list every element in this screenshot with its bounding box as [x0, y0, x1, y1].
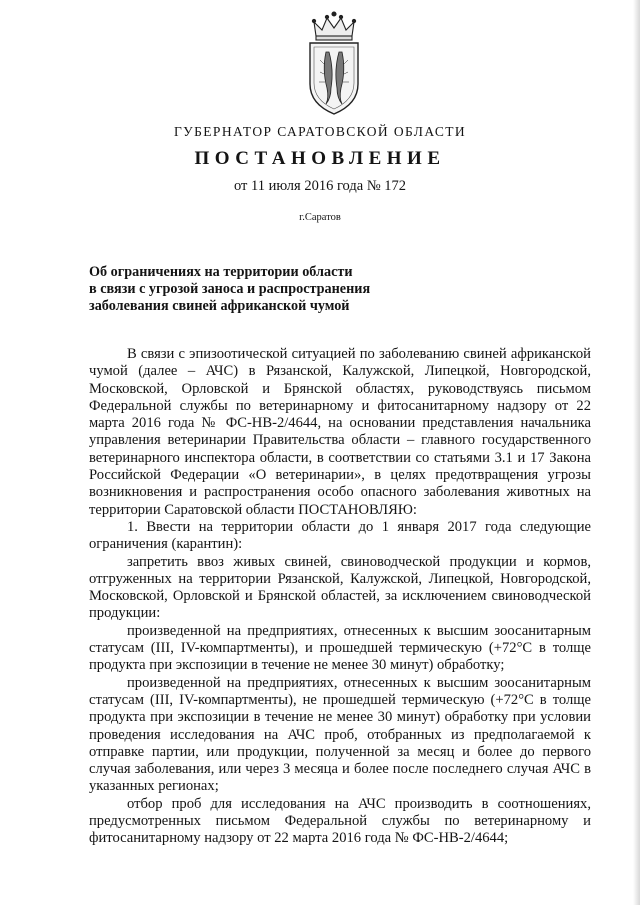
prohibition-paragraph: запретить ввоз живых свиней, свиноводческой продукции и кормов, отгруженных на территории Рязанской, Калужской, Липецкой, Новгородской, Московской, Орловской и Брянской областей, за исключением свиноводческой продукции:	[89, 553, 591, 622]
subject-line: в связи с угрозой заноса и распространения	[89, 281, 371, 297]
item-1-paragraph: 1. Ввести на территории области до 1 января 2017 года следующие ограничения (карантин):	[89, 518, 591, 553]
document-subject	[89, 264, 370, 315]
issuing-authority: ГУБЕРНАТОР САРАТОВСКОЙ ОБЛАСТИ	[173, 124, 467, 139]
coat-of-arms-icon	[296, 10, 372, 122]
subject-line: Об ограничениях на территории области	[89, 264, 353, 280]
exception-1-paragraph: произведенной на предприятиях, отнесенных к высшим зоосанитарным статусам (III, IV-компартменты), и прошедшей термическую (+72°С в толще продукта при экспозиции в течение не менее 30 минут) обработку;	[89, 622, 591, 674]
scan-edge-shadow	[633, 0, 640, 905]
document-body	[89, 346, 591, 848]
document-date-number: от 11 июля 2016 года № 172	[233, 178, 407, 194]
sampling-paragraph: отбор проб для исследования на АЧС производить в соотношениях, предусмотренных письмом Федеральной службы по ветеринарному и фитосанитарному надзору от 22 марта 2016 года № ФС-НВ-2/4644;	[89, 795, 591, 847]
preamble-paragraph: В связи с эпизоотической ситуацией по заболеванию свиней африканской чумой (далее – АЧС) в Рязанской, Калужской, Липецкой, Новгородской, Московской, Орловской и Брянской областях, руководствуясь письмом Федеральной службы по ветеринарному и фитосанитарному надзору от 22 марта 2016 года № ФС-НВ-2/4644, на основании представления начальника управления ветеринарии Правительства области – главного государственного ветеринарного инспектора области, в соответствии со статьями 3.1 и 17 Закона Российской Федерации «О ветеринарии», в целях предотвращения угрозы возникновения и распространения особо опасного заболевания животных на территории Саратовской области ПОСТАНОВЛЯЮ:	[89, 346, 591, 518]
exception-2-paragraph: произведенной на предприятиях, отнесенных к высшим зоосанитарным статусам (III, IV-компартменты), не прошедшей термическую (+72°С в толще продукта при экспозиции в течение не менее 30 минут) обработку при условии проведения исследования на АЧС проб, отобранных из предполагаемой к отправке партии, или продукции, полученной за месяц и более до первого случая заболевания, или через 3 месяца и более после последнего случая АЧС в указанных регионах;	[89, 674, 591, 795]
document-type-title: ПОСТАНОВЛЕНИЕ	[194, 148, 446, 169]
document-city: г.Саратов	[299, 212, 341, 223]
subject-line: заболевания свиней африканской чумой	[89, 298, 350, 314]
